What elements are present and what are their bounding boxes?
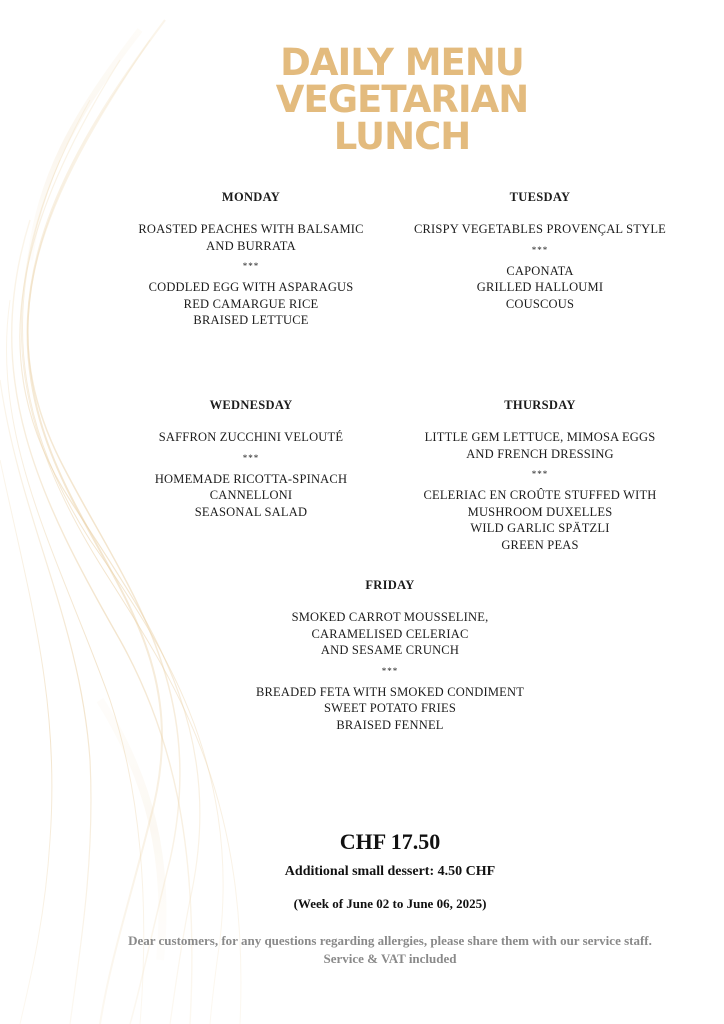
menu-title [0,41,724,158]
allergy-note: Dear customers, for any questions regarding allergies, please share them with our service staff. Service & VAT included [128,933,652,966]
dish-separator: *** [381,665,399,676]
day-name: WEDNESDAY [209,398,293,412]
day-name: THURSDAY [504,398,576,412]
starter-dish: SMOKED CARROT MOUSSELINE, CARAMELISED CELERIAC AND SESAME CRUNCH [291,610,489,657]
day-section-wednesday [120,397,382,520]
main-dish: BREADED FETA WITH SMOKED CONDIMENT SWEET POTATO FRIES BRAISED FENNEL [255,684,525,732]
starter-dish: LITTLE GEM LETTUCE, MIMOSA EGGS AND FRENCH DRESSING [424,430,656,461]
starter-dish: ROASTED PEACHES WITH BALSAMIC AND BURRATA [138,222,364,253]
main-dish: HOMEMADE RICOTTA-SPINACH CANNELLONI SEASONAL SALAD [154,471,348,519]
main-dish: CAPONATA GRILLED HALLOUMI COUSCOUS [476,263,604,311]
dish-separator: *** [242,261,260,271]
starter-dish: CRISPY VEGETABLES PROVENÇAL STYLE [413,222,667,236]
day-name: FRIDAY [365,578,415,592]
dish-separator: *** [242,452,260,463]
day-section-tuesday [405,189,675,312]
main-dish: CELERIAC EN CROÛTE STUFFED WITH MUSHROOM DUXELLES WILD GARLIC SPÄTZLI GREEN PEAS [423,488,657,552]
week-range: (Week of June 02 to June 06, 2025) [293,896,487,911]
day-name: MONDAY [221,190,281,204]
menu-price: CHF 17.50 [339,829,441,854]
dish-separator: *** [531,244,549,255]
day-section-thursday [405,397,675,553]
menu-title-line-2: VEGETARIAN [275,78,529,121]
dish-separator: *** [531,469,549,479]
day-name: TUESDAY [509,190,571,204]
day-section-monday [120,189,382,329]
menu-title-line-3: LUNCH [333,115,471,158]
day-section-friday [220,577,560,733]
menu-title-line-1: DAILY MENU [280,41,524,84]
main-dish: CODDLED EGG WITH ASPARAGUS RED CAMARGUE RICE BRAISED LETTUCE [148,280,354,327]
starter-dish: SAFFRON ZUCCHINI VELOUTÉ [158,430,344,444]
dessert-price: Additional small dessert: 4.50 CHF [284,864,496,879]
